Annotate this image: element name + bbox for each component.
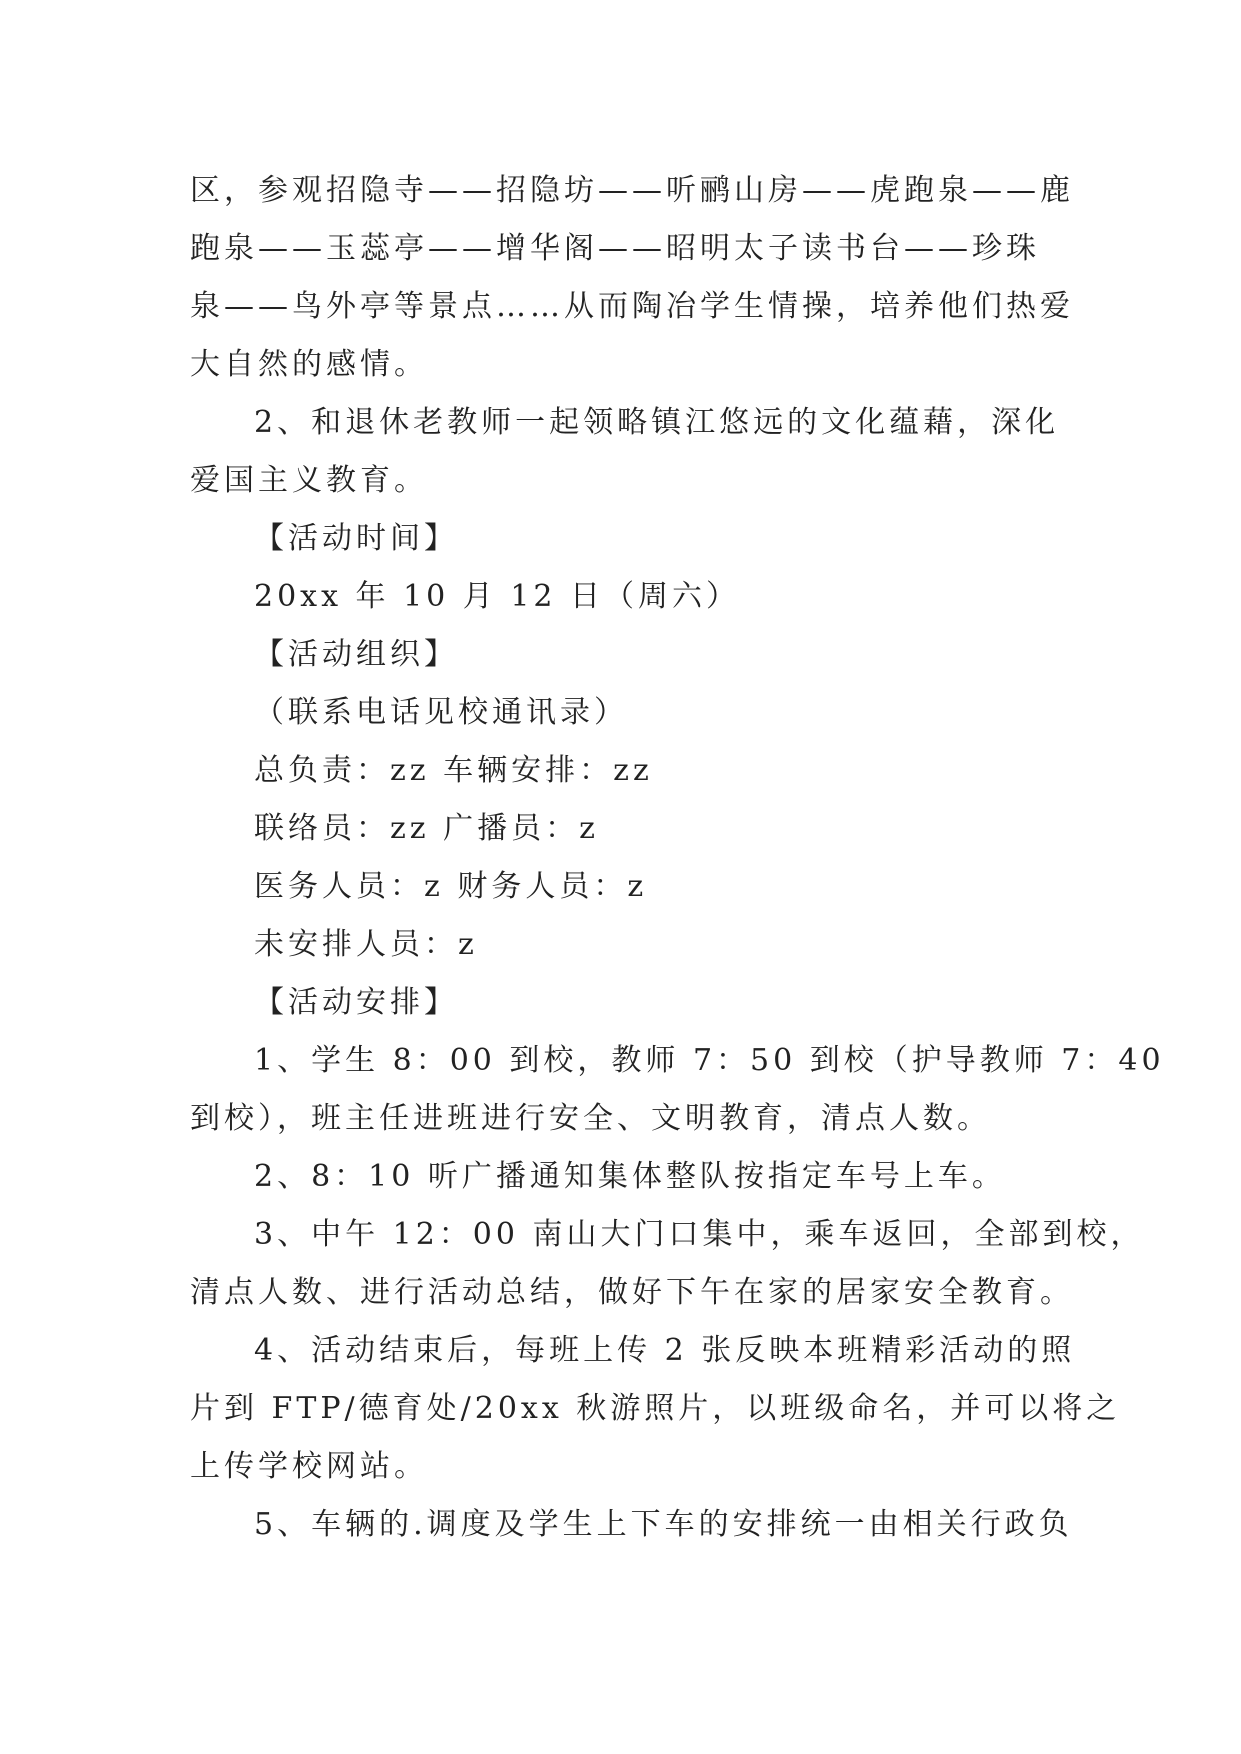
text-line: 联络员：zz 广播员：z [254,811,599,846]
section-heading-arrangement: 【活动安排】 [254,985,458,1020]
text-line: 1、学生 8：00 到校，教师 7：50 到校（护导教师 7：40 [254,1043,1165,1078]
text-line: 2、8：10 听广播通知集体整队按指定车号上车。 [254,1159,1006,1194]
text-line: 大自然的感情。 [190,347,428,382]
document-body [190,162,1165,1554]
text-line: 到校），班主任进班进行安全、文明教育，清点人数。 [190,1101,991,1136]
text-line: 区，参观招隐寺——招隐坊——听鹂山房——虎跑泉——鹿 [190,173,1074,208]
text-line: 跑泉——玉蕊亭——增华阁——昭明太子读书台——珍珠 [190,231,1040,266]
text-line: 泉——鸟外亭等景点……从而陶冶学生情操，培养他们热爱 [190,289,1074,324]
text-line: 3、中午 12：00 南山大门口集中，乘车返回，全部到校， [254,1217,1145,1252]
text-line: 未安排人员：z [254,927,478,962]
text-line: 爱国主义教育。 [190,463,428,498]
text-line: 2、和退休老教师一起领略镇江悠远的文化蕴藉，深化 [254,405,1060,440]
text-line: 上传学校网站。 [190,1449,428,1484]
text-line: 片到 FTP/德育处/20xx 秋游照片，以班级命名，并可以将之 [190,1391,1121,1426]
text-line: 医务人员：z 财务人员：z [254,869,648,904]
text-line: 20xx 年 10 月 12 日（周六） [254,579,741,614]
text-line: （联系电话见校通讯录） [254,695,628,730]
section-heading-organization: 【活动组织】 [254,637,458,672]
section-heading-time: 【活动时间】 [254,521,458,556]
text-line: 5、车辆的.调度及学生上下车的安排统一由相关行政负 [254,1507,1073,1542]
text-line: 清点人数、进行活动总结，做好下午在家的居家安全教育。 [190,1275,1074,1310]
text-line: 4、活动结束后，每班上传 2 张反映本班精彩活动的照 [254,1333,1076,1368]
text-line: 总负责：zz 车辆安排：zz [254,753,653,788]
